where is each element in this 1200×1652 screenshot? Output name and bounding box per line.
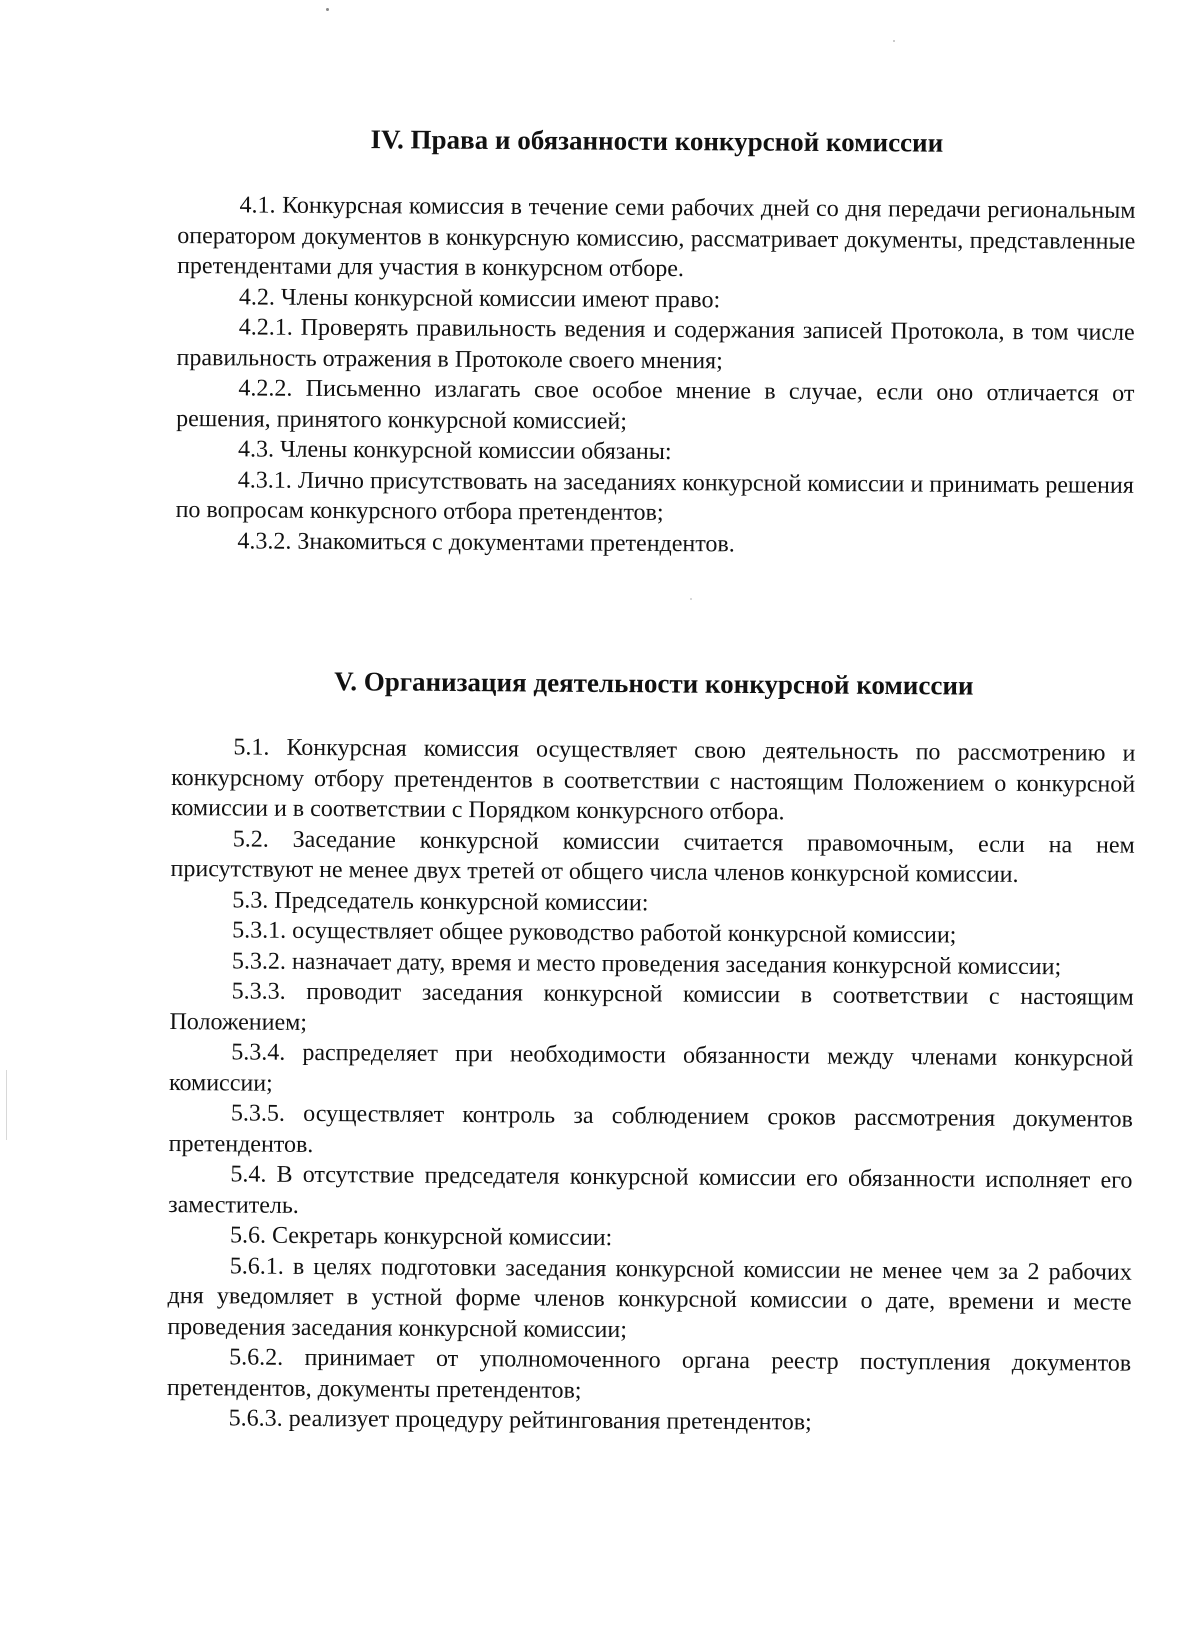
paragraph-4-1: 4.1. Конкурсная комиссия в течение семи рабочих дней со дня передачи региональным оператором документов в конкурсную комиссию, рассматривает документы, представленные претендентами для участия в конкурсном отборе. — [177, 192, 1136, 283]
scan-edge-mark — [6, 1070, 7, 1140]
paragraph-5-6-1: 5.6.1. в целях подготовки заседания конкурсной комиссии не менее чем за 2 рабочих дня уведомляет в устной форме членов конкурсной комиссии о дате, времени и месте проведения заседания конкурсной комиссии; — [167, 1252, 1132, 1343]
scan-speck — [690, 598, 692, 600]
paragraph-5-3-3: 5.3.3. проводит заседания конкурсной комиссии в соответствии с настоящим Положением; — [169, 978, 1134, 1036]
paragraph-4-3-1: 4.3.1. Лично присутствовать на заседаниях конкурсной комиссии и принимать решения по вопросам конкурсного отбора претендентов; — [175, 466, 1134, 526]
paragraph-4-2-1: 4.2.1. Проверять правильность ведения и содержания записей Протокола, в том числе правильность отражения в Протоколе своего мнения; — [176, 314, 1135, 374]
paragraph-5-6-2: 5.6.2. принимает от уполномоченного органа реестр поступления документов претендентов, документы претендентов; — [166, 1344, 1132, 1404]
paragraph-4-3: 4.3. Члены конкурсной комиссии обязаны: — [237, 436, 672, 466]
paragraph-4-2-2: 4.2.2. Письменно излагать свое особое мнение в случае, если оно отличается от решения, принятого конкурсной комиссией; — [176, 375, 1135, 435]
paragraph-4-2: 4.2. Члены конкурсной комиссии имеют право: — [238, 283, 721, 313]
paragraph-5-2: 5.2. Заседание конкурсной комиссии считается правомочным, если на нем присутствуют не менее двух третей от общего числа членов конкурсной комиссии. — [170, 825, 1135, 888]
section-v-heading: V. Организация деятельности конкурсной комиссии — [334, 666, 974, 701]
paragraph-5-6-3: 5.6.3. реализует процедуру рейтингования претендентов; — [228, 1405, 812, 1436]
section-v — [167, 664, 1136, 1440]
paragraph-5-1: 5.1. Конкурсная комиссия осуществляет свою деятельность по рассмотрению и конкурсному отбору претендентов в соответствии с настоящим Положением о конкурсной комиссии и в соответствии с Порядком конкурсного отбора. — [170, 734, 1136, 826]
section-iv-heading: IV. Права и обязанности конкурсной комиссии — [370, 124, 944, 158]
paragraph-5-6: 5.6. Секретарь конкурсной комиссии: — [229, 1222, 613, 1252]
paragraph-5-3-4: 5.3.4. распределяет при необходимости обязанности между членами конкурсной комиссии; — [168, 1039, 1134, 1097]
paragraph-4-3-2: 4.3.2. Знакомиться с документами претендентов. — [237, 527, 735, 557]
scan-speck — [326, 8, 329, 11]
paragraph-5-3-2: 5.3.2. назначает дату, время и место проведения заседания конкурсной комиссии; — [231, 947, 1062, 980]
paragraph-5-3-1: 5.3.1. осуществляет общее руководство работой конкурсной комиссии; — [232, 917, 957, 949]
scan-speck — [893, 40, 895, 42]
paragraph-5-3-5: 5.3.5. осуществляет контроль за соблюдением сроков рассмотрения документов претендентов. — [168, 1100, 1133, 1158]
paragraph-5-4: 5.4. В отсутствие председателя конкурсной комиссии его обязанности исполняет его заместитель. — [168, 1161, 1133, 1219]
section-iv — [175, 122, 1136, 562]
paragraph-5-3: 5.3. Председатель конкурсной комиссии: — [232, 886, 649, 916]
